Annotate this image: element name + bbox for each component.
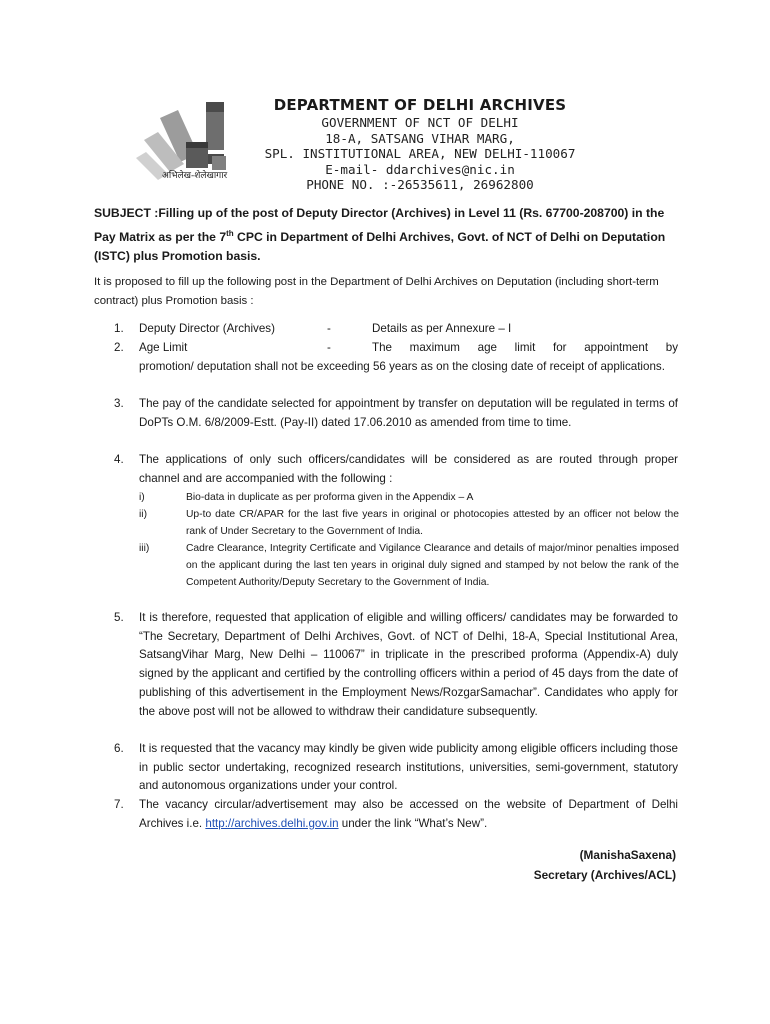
item-number: 4. bbox=[114, 453, 124, 466]
list-item-2 bbox=[114, 339, 678, 376]
item-6-text: It is requested that the vacancy may kindly be given wide publicity among eligible officers including those in public sector undertaking, recognized research institutions, universities, semi-government, statutory and autonomous organizations under your control. bbox=[139, 742, 678, 793]
item-number: 1. bbox=[114, 322, 124, 335]
item-number: 7. bbox=[114, 798, 124, 811]
list-item-5 bbox=[114, 609, 678, 721]
letterhead-line-government: GOVERNMENT OF NCT OF DELHI bbox=[321, 115, 519, 130]
website-link[interactable]: http://archives.delhi.gov.in bbox=[205, 816, 339, 830]
sub-item-ii-text: Up-to date CR/APAR for the last five years in original or photocopies attested by an officer not below the rank of Under Secretary to the Government of India. bbox=[186, 509, 679, 537]
sub-item-iii bbox=[139, 540, 679, 591]
item-2-label: Age Limit bbox=[139, 341, 188, 354]
item-number: 5. bbox=[114, 611, 124, 624]
item-2-dash: - bbox=[327, 341, 331, 354]
sub-item-number: iii) bbox=[139, 543, 150, 554]
sub-item-i-text: Bio-data in duplicate as per proforma given in the Appendix – A bbox=[186, 492, 474, 503]
letterhead-line-email: E-mail- ddarchives@nic.in bbox=[325, 161, 515, 177]
intro-paragraph: It is proposed to fill up the following post in the Department of Delhi Archives on Deputation (including short-term contract) plus Promotion basis : bbox=[94, 276, 659, 307]
list-item-7 bbox=[114, 796, 678, 833]
department-title: DEPARTMENT OF DELHI ARCHIVES bbox=[273, 96, 567, 114]
item-number: 3. bbox=[114, 397, 124, 410]
sub-item-iii-text: Cadre Clearance, Integrity Certificate and Vigilance Clearance and details of major/minor penalties imposed on the applicant during the last ten years in original duly signed and stamped by not below the rank of the Competent Authority/Deputy Secretary to the Government of India. bbox=[186, 543, 679, 588]
letterhead-line-address: 18-A, SATSANG VIHAR MARG, bbox=[325, 130, 515, 146]
item-3-text: The pay of the candidate selected for appointment by transfer on deputation will be regulated in terms of DoPTs O.M. 6/8/2009-Estt. (Pay-II) dated 17.06.2010 as amended from time to time. bbox=[139, 397, 678, 429]
item-4-text: The applications of only such officers/candidates will be considered as are routed through proper channel and are accompanied with the following : bbox=[139, 453, 678, 485]
sub-item-number: ii) bbox=[139, 509, 148, 520]
item-1-value: Details as per Annexure – I bbox=[372, 322, 512, 335]
signatory-name: (ManishaSaxena) bbox=[579, 848, 676, 862]
subject bbox=[94, 204, 684, 267]
item-5-text: It is therefore, requested that application of eligible and willing officers/ candidates may be forwarded to “The Secretary, Department of Delhi Archives, Govt. of NCT of Delhi, 18-A, Special Institutional Area, SatsangVihar Marg, New Delhi – 110067” in triplicate in the prescribed proforma (Appendix-A) duly signed by the applicant and certified by the controlling officers within a period of 45 days from the date of publishing of this advertisement in the Employment News/RozgarSamachar”. Candidates who apply for the above post will not be allowed to withdraw their candidature subsequently. bbox=[139, 611, 678, 718]
item-number: 2. bbox=[114, 341, 124, 354]
signature-block bbox=[420, 846, 676, 885]
list-item-6 bbox=[114, 740, 678, 796]
signatory-designation: Secretary (Archives/ACL) bbox=[533, 867, 676, 882]
list-item-4 bbox=[114, 451, 678, 488]
sub-item-number: i) bbox=[139, 492, 145, 503]
item-7-text-pre: The vacancy circular/advertisement may also be accessed on the website of Department of Delhi Archives i.e. bbox=[139, 798, 678, 830]
list-item-3 bbox=[114, 395, 678, 432]
item-2-continuation: promotion/ deputation shall not be exceeding 56 years as on the closing date of receipt of applications. bbox=[139, 359, 665, 373]
sub-item-ii bbox=[139, 506, 679, 540]
item-1-label: Deputy Director (Archives) bbox=[139, 322, 275, 335]
sub-item-i bbox=[139, 489, 679, 506]
subject-part-1: SUBJECT :Filling up of the post of Deputy Director (Archives) in Level 11 (Rs. 67700-208700) in the Pay Matrix as per the 7 bbox=[94, 206, 665, 244]
list-item-1 bbox=[114, 320, 678, 339]
subject-superscript: th bbox=[226, 228, 234, 238]
logo-caption: अभिलेख-शेलेखागार bbox=[162, 171, 228, 181]
item-7-text bbox=[139, 796, 678, 833]
item-number: 6. bbox=[114, 742, 124, 755]
item-2-value: The maximum age limit for appointment by bbox=[372, 341, 678, 354]
subject-part-2: CPC in Department of Delhi Archives, Govt. of NCT of Delhi on Deputation (ISTC) plus Promotion basis. bbox=[94, 229, 666, 264]
letterhead-line-area: SPL. INSTITUTIONAL AREA, NEW DELHI-110067 bbox=[264, 146, 576, 162]
item-1-dash: - bbox=[327, 322, 331, 335]
item-7-text-post: under the link “What’s New”. bbox=[338, 816, 488, 830]
letterhead bbox=[250, 96, 590, 193]
letterhead-line-phone: PHONE NO. :-26535611, 26962800 bbox=[306, 177, 534, 193]
